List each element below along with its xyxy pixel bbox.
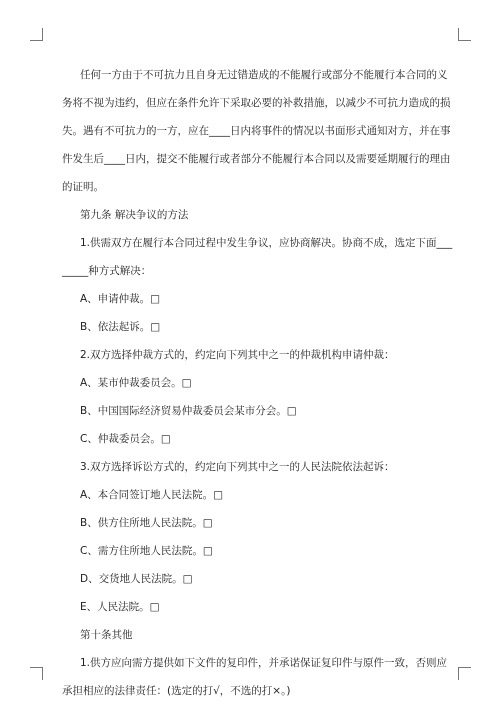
paragraph-line: 失。遇有不可抗力的一方，应在____日内将事件的情况以书面形式通知对方，并在事: [62, 125, 451, 137]
paragraph-line: 1.供需双方在履行本合同过程中发生争议，应协商解决。协商不成，选定下面___: [80, 237, 453, 249]
option-line: E、人民法院。□: [80, 601, 160, 613]
option-line: B、依法起诉。□: [80, 321, 161, 333]
section-heading: 第十条其他: [80, 629, 133, 641]
corner-mark-bottom-left: [30, 667, 43, 680]
option-line: A、申请仲裁。□: [80, 293, 161, 305]
paragraph-line: 件发生后____日内，提交不能履行或者部分不能履行本合同以及需要延期履行的理由: [62, 153, 451, 165]
option-line: C、需方住所地人民法院。□: [80, 545, 213, 557]
option-line: D、交货地人民法院。□: [80, 573, 193, 585]
corner-mark-bottom-right: [458, 667, 471, 680]
paragraph-line: 承担相应的法律责任：(选定的打√，不选的打×。): [62, 685, 291, 697]
paragraph-line: 3.双方选择诉讼方式的，约定向下列其中之一的人民法院依法起诉：: [80, 461, 395, 473]
corner-mark-top-left: [30, 28, 43, 41]
section-heading: 第九条 解决争议的方法: [80, 209, 189, 221]
paragraph-line: 的证明。: [62, 181, 104, 193]
option-line: A、本合同签订地人民法院。□: [80, 489, 224, 501]
paragraph-line: _____种方式解决：: [62, 265, 152, 277]
paragraph-line: 1.供方应向需方提供如下文件的复印件，并承诺保证复印件与原件一致，否则应: [80, 657, 448, 669]
corner-mark-top-right: [458, 28, 471, 41]
option-line: A、某市仲裁委员会。□: [80, 377, 192, 389]
paragraph-line: 2.双方选择仲裁方式的，约定向下列其中之一的仲裁机构申请仲裁：: [80, 349, 395, 361]
option-line: C、仲裁委员会。□: [80, 433, 171, 445]
option-line: B、供方住所地人民法院。□: [80, 517, 213, 529]
option-line: B、中国国际经济贸易仲裁委员会某市分会。□: [80, 405, 297, 417]
paragraph-line: 务将不视为违约，但应在条件允许下采取必要的补救措施，以减少不可抗力造成的损: [62, 97, 451, 109]
paragraph-line: 任何一方由于不可抗力且自身无过错造成的不能履行或部分不能履行本合同的义: [80, 69, 448, 81]
